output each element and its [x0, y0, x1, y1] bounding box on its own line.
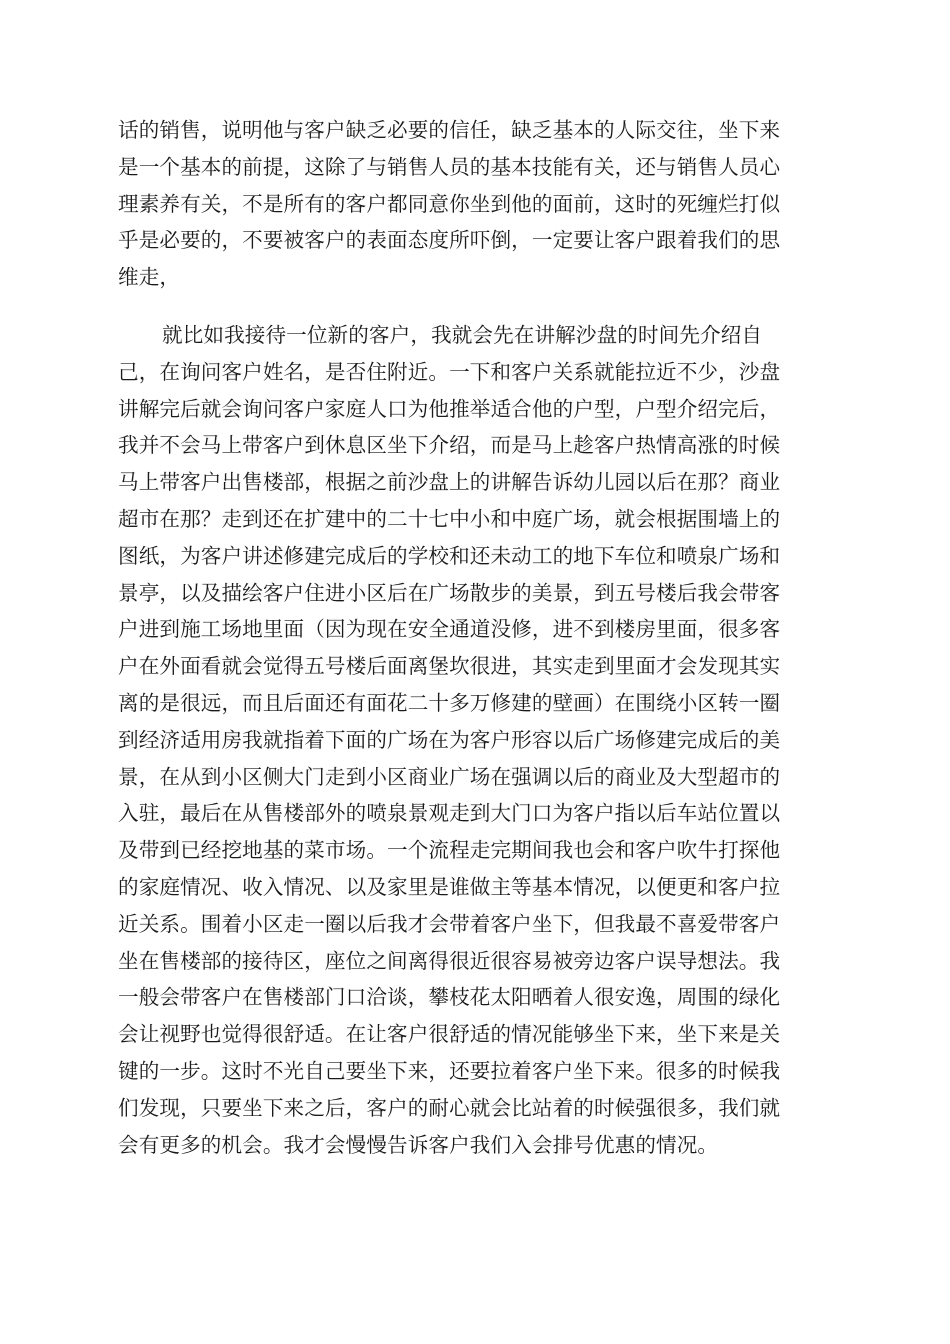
text-line: 己，在询问客户姓名，是否住附近。一下和客户关系就能拉近不少，沙盘: [118, 359, 781, 384]
text-line: 是一个基本的前提，这除了与销售人员的基本技能有关，还与销售人员心: [118, 154, 781, 179]
text-line: 键的一步。这时不光自己要坐下来，还要拉着客户坐下来。很多的时候我: [118, 1058, 781, 1083]
text-line: 讲解完后就会询问客户家庭人口为他推举适合他的户型，户型介绍完后，: [118, 396, 781, 421]
text-line: 一般会带客户在售楼部门口洽谈，攀枝花太阳晒着人很安逸，周围的绿化: [118, 985, 781, 1010]
text-line: 到经济适用房我就指着下面的广场在为客户形容以后广场修建完成后的美: [118, 727, 781, 752]
text-line: 会让视野也觉得很舒适。在让客户很舒适的情况能够坐下来，坐下来是关: [118, 1022, 781, 1047]
text-line: 们发现，只要坐下来之后，客户的耐心就会比站着的时候强很多，我们就: [118, 1095, 781, 1120]
paragraph-2: [118, 317, 838, 1163]
text-line: 会有更多的机会。我才会慢慢告诉客户我们入会排号优惠的情况。: [118, 1132, 719, 1157]
text-line: 图纸，为客户讲述修建完成后的学校和还未动工的地下车位和喷泉广场和: [118, 543, 781, 568]
text-line: 入驻，最后在从售楼部外的喷泉景观走到大门口为客户指以后车站位置以: [118, 801, 781, 826]
text-line: 的家庭情况、收入情况、以及家里是谁做主等基本情况，以便更和客户拉: [118, 874, 781, 899]
text-line: 近关系。围着小区走一圈以后我才会带着客户坐下，但我最不喜爱带客户: [118, 911, 781, 936]
text-line: 理素养有关，不是所有的客户都同意你坐到他的面前，这时的死缠烂打似: [118, 191, 781, 216]
text-line: 维走，: [118, 265, 181, 290]
text-line: 乎是必要的，不要被客户的表面态度所吓倒，一定要让客户跟着我们的思: [118, 228, 781, 253]
text-line: 离的是很远，而且后面还有面花二十多万修建的壁画）在围绕小区转一圈: [118, 690, 781, 715]
text-line-indented: 就比如我接待一位新的客户，我就会先在讲解沙盘的时间先介绍自: [162, 323, 763, 347]
text-line: 户进到施工场地里面（因为现在安全通道没修，进不到楼房里面，很多客: [118, 617, 781, 642]
text-line: 我并不会马上带客户到休息区坐下介绍，而是马上趁客户热情高涨的时候: [118, 433, 781, 458]
text-line: 马上带客户出售楼部，根据之前沙盘上的讲解告诉幼儿园以后在那？商业: [118, 470, 781, 495]
paragraph-1: [118, 112, 838, 296]
text-line: 话的销售，说明他与客户缺乏必要的信任，缺乏基本的人际交往，坐下来: [118, 118, 781, 142]
text-line: 坐在售楼部的接待区，座位之间离得很近很容易被旁边客户误导想法。我: [118, 948, 781, 973]
text-line: 户在外面看就会觉得五号楼后面离堡坎很进，其实走到里面才会发现其实: [118, 654, 781, 679]
text-line: 景亭，以及描绘客户住进小区后在广场散步的美景，到五号楼后我会带客: [118, 580, 781, 605]
text-line: 及带到已经挖地基的菜市场。一个流程走完期间我也会和客户吹牛打探他: [118, 838, 781, 863]
text-line: 超市在那？走到还在扩建中的二十七中小和中庭广场，就会根据围墙上的: [118, 506, 781, 531]
text-line: 景，在从到小区侧大门走到小区商业广场在强调以后的商业及大型超市的: [118, 764, 781, 789]
